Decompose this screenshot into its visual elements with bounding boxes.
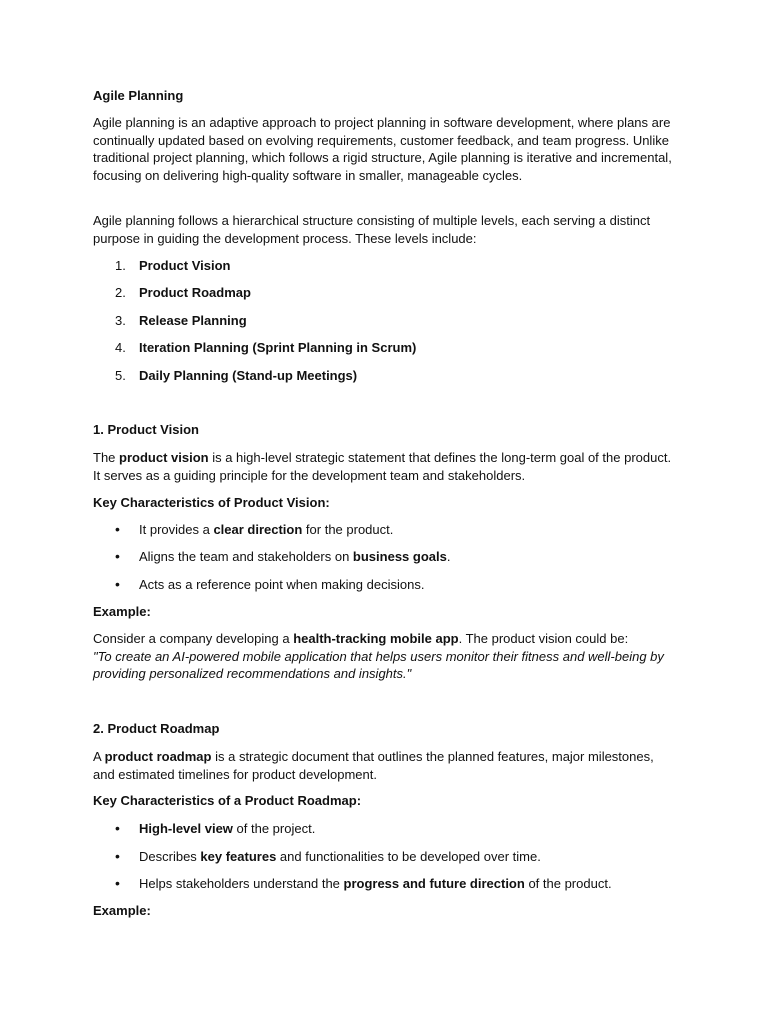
text-run: The — [93, 450, 120, 465]
list-item-label: Product Vision — [139, 258, 231, 273]
bold-term: key features — [200, 849, 277, 864]
bullet-icon: • — [115, 820, 120, 836]
text-run: is a strategic document that outlines the planned features, major milestones, and estimated timelines for product development. — [93, 749, 654, 782]
bullet-icon: • — [115, 848, 120, 864]
text-run: Aligns the team and stakeholders on — [139, 549, 353, 564]
vision-example-text — [93, 630, 673, 683]
bold-term: business goals — [352, 549, 447, 564]
bold-term: product vision — [119, 450, 209, 465]
list-number: 4. — [115, 340, 126, 355]
bullet-text — [139, 576, 424, 594]
section-heading-roadmap: 2. Product Roadmap — [93, 721, 220, 736]
text-run: for the product. — [302, 522, 394, 537]
bold-term: High-level view — [139, 821, 233, 836]
list-number: 5. — [115, 368, 126, 383]
text-run: and functionalities to be developed over time. — [276, 849, 541, 864]
list-item-label: Iteration Planning (Sprint Planning in Scrum) — [139, 340, 417, 355]
list-number: 1. — [115, 258, 126, 273]
list-item-label: Product Roadmap — [139, 285, 251, 300]
text-run: A — [93, 749, 105, 764]
text-run: . — [446, 549, 451, 564]
text-run: is a high-level strategic statement that defines the long-term goal of the product. It serves as a guiding principle for the development team and stakeholders. — [93, 450, 672, 483]
document-title: Agile Planning — [93, 88, 184, 103]
list-item-label: Release Planning — [139, 313, 247, 328]
bold-term: progress and future direction — [343, 876, 525, 891]
roadmap-characteristics-heading: Key Characteristics of a Product Roadmap: — [93, 793, 362, 808]
bullet-icon: • — [115, 875, 120, 891]
section-heading-vision: 1. Product Vision — [93, 422, 199, 437]
bullet-text — [139, 820, 315, 838]
vision-quote: "To create an AI-powered mobile application that helps users monitor their fitness and well-being by providing personalized recommendations and insights." — [93, 648, 664, 682]
bullet-text — [139, 548, 450, 566]
list-number: 3. — [115, 313, 126, 328]
text-run: It provides a — [139, 522, 214, 537]
text-run: Acts as a reference point when making decisions. — [139, 577, 425, 592]
bullet-icon: • — [115, 576, 120, 592]
bold-term: clear direction — [213, 522, 303, 537]
bullet-icon: • — [115, 548, 120, 564]
text-run: Consider a company developing a — [93, 631, 294, 646]
vision-description — [93, 449, 673, 484]
list-item-label: Daily Planning (Stand-up Meetings) — [139, 368, 358, 383]
intro-paragraph-2: Agile planning follows a hierarchical structure consisting of multiple levels, each serving a distinct purpose in guiding the development process. These levels include: — [93, 213, 651, 246]
roadmap-description — [93, 748, 673, 783]
vision-example-heading: Example: — [93, 604, 151, 619]
bullet-text — [139, 521, 393, 539]
text-run: of the project. — [232, 821, 316, 836]
text-run: of the product. — [524, 876, 612, 891]
list-number: 2. — [115, 285, 126, 300]
bullet-text — [139, 875, 612, 893]
bold-term: product roadmap — [104, 749, 212, 764]
roadmap-example-heading: Example: — [93, 903, 151, 918]
vision-characteristics-heading: Key Characteristics of Product Vision: — [93, 495, 330, 510]
bold-term: health-tracking mobile app — [293, 631, 459, 646]
bullet-icon: • — [115, 521, 120, 537]
intro-paragraph-1: Agile planning is an adaptive approach to project planning in software development, where plans are continually updated based on evolving requirements, customer feedback, and team progress. Unlike traditional project planning, which follows a rigid structure, Agile planning is iterative and incremental, focusing on delivering high-quality software in smaller, manageable cycles. — [93, 115, 672, 183]
text-run: Helps stakeholders understand the — [139, 876, 344, 891]
bullet-text — [139, 848, 541, 866]
text-run: Describes — [139, 849, 201, 864]
text-run: . The product vision could be: — [458, 631, 629, 646]
